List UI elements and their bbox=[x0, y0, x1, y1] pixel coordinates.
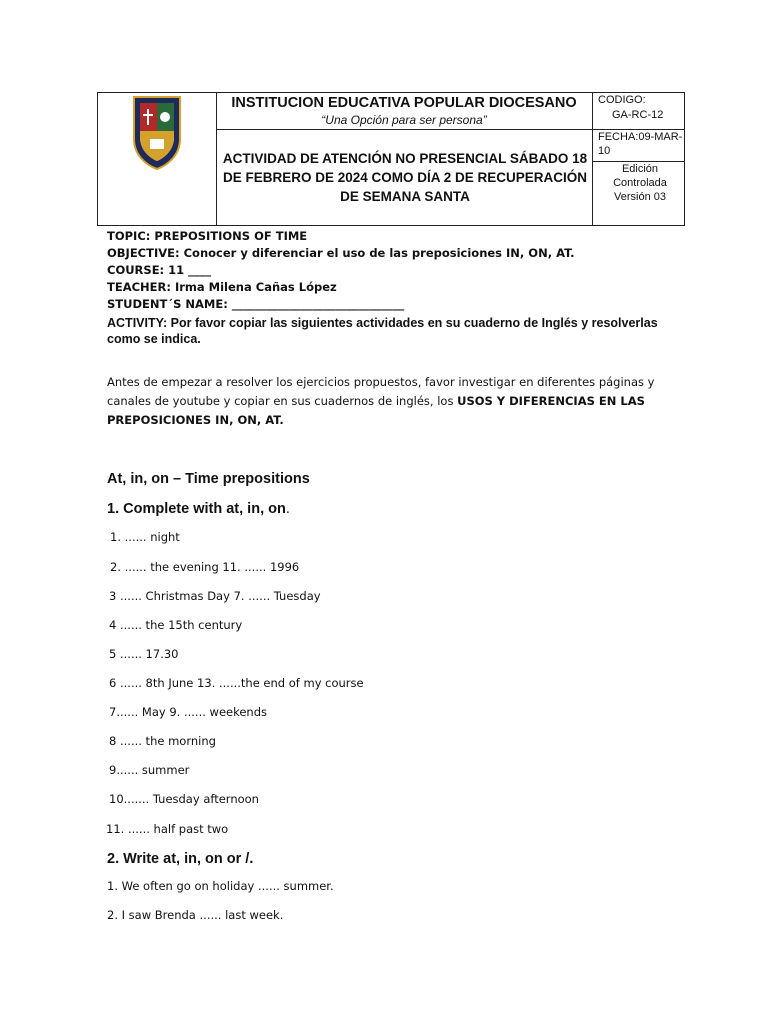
objective-text: Conocer y diferenciar el uso de las preposiciones IN, ON, AT. bbox=[179, 246, 575, 260]
edicion-line: Versión 03 bbox=[614, 191, 666, 203]
activity-instructions: ACTIVITY: Por favor copiar las siguientes actividades en su cuaderno de Inglés y resolverlas como se indica. bbox=[107, 316, 658, 346]
edicion-line: Edición bbox=[621, 163, 659, 175]
objective-label: OBJECTIVE: bbox=[107, 246, 180, 260]
student-name-line: STUDENT´S NAME: ______________________________ bbox=[107, 297, 405, 311]
list-item: 7...... May 9. ...... weekends bbox=[109, 705, 268, 719]
header-table bbox=[97, 92, 685, 226]
section-title: At, in, on – Time prepositions bbox=[107, 471, 310, 487]
teacher-line: TEACHER: Irma Milena Cañas López bbox=[107, 280, 337, 294]
codigo-value: GA-RC-12 bbox=[612, 109, 664, 121]
list-item: 2. I saw Brenda ...... last week. bbox=[107, 908, 284, 922]
list-item: 8 ...... the morning bbox=[109, 734, 216, 748]
edicion-block bbox=[594, 162, 686, 204]
fecha-label: FECHA:09-MAR-10 bbox=[598, 131, 683, 157]
list-item: 6 ...... 8th June 13. ......the end of my course bbox=[109, 676, 364, 690]
school-crest-logo bbox=[130, 95, 184, 171]
institution-motto: “Una Opción para ser persona” bbox=[321, 113, 487, 127]
list-item: 1. ...... night bbox=[110, 530, 180, 544]
divider bbox=[216, 129, 592, 130]
codigo-label: CODIGO: bbox=[598, 94, 646, 106]
institution-name: INSTITUCION EDUCATIVA POPULAR DIOCESANO bbox=[231, 95, 577, 111]
divider bbox=[592, 93, 593, 225]
list-item: 4 ...... the 15th century bbox=[109, 618, 243, 632]
intro-paragraph bbox=[107, 373, 667, 430]
exercise-1-title bbox=[107, 501, 290, 517]
list-item: 5 ...... 17.30 bbox=[109, 647, 179, 661]
intro-text: Antes de empezar a resolver los ejercicios propuestos, favor investigar en diferentes páginas y canales de youtube y copiar en sus cuadernos de inglés, los bbox=[107, 375, 655, 408]
list-item: 3 ...... Christmas Day 7. ...... Tuesday bbox=[109, 589, 321, 603]
topic-line: TOPIC: PREPOSITIONS OF TIME bbox=[107, 229, 308, 243]
list-item: 11. ...... half past two bbox=[106, 822, 229, 836]
exercise-2-title: 2. Write at, in, on or /. bbox=[107, 851, 254, 867]
list-item: 10....... Tuesday afternoon bbox=[109, 792, 259, 806]
edicion-line: Controlada bbox=[613, 177, 667, 189]
list-item: 9...... summer bbox=[109, 763, 190, 777]
list-item: 2. ...... the evening 11. ...... 1996 bbox=[110, 560, 300, 574]
objective-line bbox=[107, 246, 575, 260]
exercise-1-title-text: 1. Complete with at, in, on bbox=[107, 501, 286, 517]
list-item: 1. We often go on holiday ...... summer. bbox=[107, 879, 334, 893]
course-line: COURSE: 11 ____ bbox=[107, 263, 212, 277]
exercise-1-title-period: . bbox=[285, 501, 290, 517]
activity-title: ACTIVIDAD DE ATENCIÓN NO PRESENCIAL SÁBADO 18 DE FEBRERO DE 2024 COMO DÍA 2 DE RECUPERACIÓN DE SEMANA SANTA bbox=[222, 151, 588, 204]
intro-bold-text: USOS Y DIFERENCIAS EN LAS PREPOSICIONES IN, ON, AT. bbox=[107, 394, 645, 427]
